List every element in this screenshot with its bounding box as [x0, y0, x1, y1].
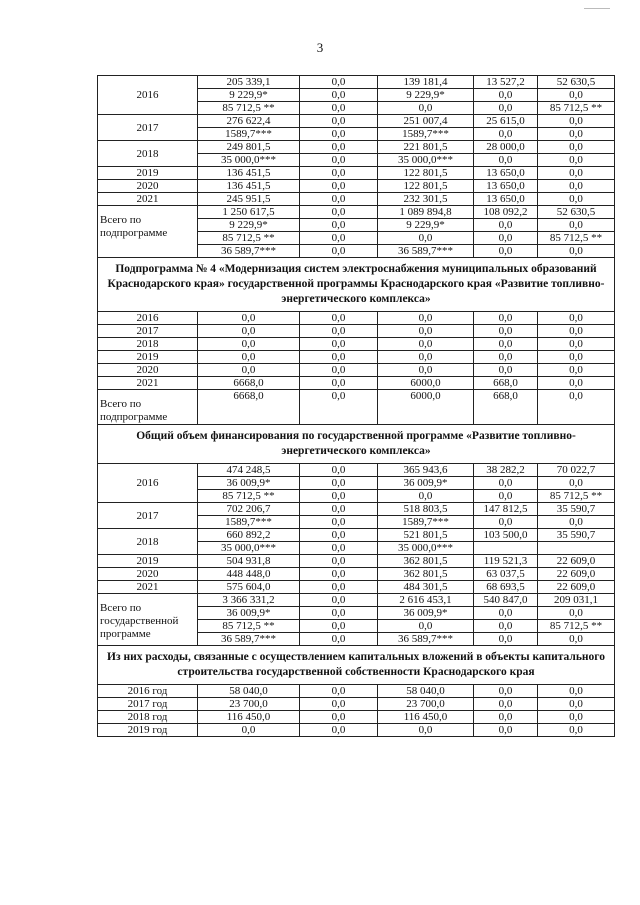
row-label: 2018	[98, 141, 198, 167]
cell-col-4: 0,0	[474, 724, 538, 737]
cell-col-2: 0,0	[300, 711, 378, 724]
cell-col-3: 9 229,9*	[378, 219, 474, 232]
cell-col-3: 139 181,4	[378, 76, 474, 89]
row-label: 2017	[98, 503, 198, 529]
cell-col-2: 0,0	[300, 351, 378, 364]
cell-col-2: 0,0	[300, 464, 378, 477]
cell-col-3: 1589,7***	[378, 128, 474, 141]
table-row	[98, 555, 615, 568]
cell-col-1: 0,0	[198, 312, 300, 325]
cell-col-5: 85 712,5 **	[538, 490, 615, 503]
cell-col-1: 136 451,5	[198, 180, 300, 193]
row-label: Всего по государственной программе	[98, 594, 198, 646]
cell-col-3: 521 801,5	[378, 529, 474, 542]
row-label: 2020	[98, 568, 198, 581]
cell-col-1: 0,0	[198, 338, 300, 351]
cell-col-2: 0,0	[300, 325, 378, 338]
cell-col-4: 38 282,2	[474, 464, 538, 477]
cell-col-2: 0,0	[300, 503, 378, 516]
cell-col-4: 0,0	[474, 232, 538, 245]
cell-col-3: 0,0	[378, 364, 474, 377]
cell-col-2: 0,0	[300, 89, 378, 102]
table-row	[98, 351, 615, 364]
cell-col-4: 147 812,5	[474, 503, 538, 516]
cell-col-5: 0,0	[538, 89, 615, 102]
cell-col-3: 518 803,5	[378, 503, 474, 516]
cell-col-4: 0,0	[474, 312, 538, 325]
row-label: 2016	[98, 312, 198, 325]
cell-col-5: 22 609,0	[538, 581, 615, 594]
section-heading: Из них расходы, связанные с осуществлением капитальных вложений в объекты капитального строительства государственной собственности Краснодарского края	[98, 646, 615, 685]
table-row	[98, 141, 615, 154]
cell-col-3: 35 000,0***	[378, 154, 474, 167]
row-label: 2016 год	[98, 685, 198, 698]
cell-col-5: 85 712,5 **	[538, 620, 615, 633]
cell-col-1: 0,0	[198, 724, 300, 737]
cell-col-3: 36 009,9*	[378, 607, 474, 620]
cell-col-1: 58 040,0	[198, 685, 300, 698]
cell-col-4: 0,0	[474, 89, 538, 102]
cell-col-4: 0,0	[474, 219, 538, 232]
row-label: 2021	[98, 581, 198, 594]
cell-col-3: 36 589,7***	[378, 245, 474, 258]
cell-col-5: 0,0	[538, 377, 615, 390]
table-row	[98, 325, 615, 338]
cell-col-4: 28 000,0	[474, 141, 538, 154]
cell-col-5: 0,0	[538, 141, 615, 154]
table-row	[98, 594, 615, 607]
section-heading-row	[98, 258, 615, 312]
cell-col-2: 0,0	[300, 542, 378, 555]
cell-col-5: 0,0	[538, 180, 615, 193]
cell-col-5: 85 712,5 **	[538, 102, 615, 115]
cell-col-2: 0,0	[300, 115, 378, 128]
cell-col-3: 6000,0	[378, 377, 474, 390]
cell-col-4: 668,0	[474, 377, 538, 390]
cell-col-3: 23 700,0	[378, 698, 474, 711]
cell-col-1: 9 229,9*	[198, 89, 300, 102]
cell-col-5: 85 712,5 **	[538, 232, 615, 245]
cell-col-3: 365 943,6	[378, 464, 474, 477]
cell-col-1: 116 450,0	[198, 711, 300, 724]
table-row	[98, 390, 615, 425]
cell-col-3: 0,0	[378, 620, 474, 633]
cell-col-1: 205 339,1	[198, 76, 300, 89]
row-label: Всего по подпрограмме	[98, 390, 198, 425]
cell-col-2: 0,0	[300, 312, 378, 325]
cell-col-1: 474 248,5	[198, 464, 300, 477]
table-row	[98, 312, 615, 325]
table-row	[98, 167, 615, 180]
cell-col-2: 0,0	[300, 698, 378, 711]
row-label: Всего по подпрограмме	[98, 206, 198, 258]
cell-col-4: 0,0	[474, 245, 538, 258]
cell-col-2: 0,0	[300, 206, 378, 219]
cell-col-1: 1 250 617,5	[198, 206, 300, 219]
cell-col-1: 85 712,5 **	[198, 490, 300, 503]
cell-col-3: 0,0	[378, 312, 474, 325]
table-row	[98, 377, 615, 390]
cell-col-5: 52 630,5	[538, 76, 615, 89]
cell-col-1: 85 712,5 **	[198, 102, 300, 115]
cell-col-5: 0,0	[538, 245, 615, 258]
cell-col-3: 35 000,0***	[378, 542, 474, 555]
cell-col-3: 362 801,5	[378, 555, 474, 568]
cell-col-5: 0,0	[538, 633, 615, 646]
cell-col-5: 0,0	[538, 154, 615, 167]
cell-col-2: 0,0	[300, 102, 378, 115]
cell-col-2: 0,0	[300, 219, 378, 232]
cell-col-3: 9 229,9*	[378, 89, 474, 102]
cell-col-1: 36 589,7***	[198, 245, 300, 258]
cell-col-2: 0,0	[300, 128, 378, 141]
cell-col-2: 0,0	[300, 377, 378, 390]
cell-col-3: 2 616 453,1	[378, 594, 474, 607]
cell-col-4: 103 500,0	[474, 529, 538, 542]
table-row	[98, 364, 615, 377]
cell-col-1: 136 451,5	[198, 167, 300, 180]
cell-col-1: 36 009,9*	[198, 477, 300, 490]
table-row	[98, 115, 615, 128]
cell-col-2: 0,0	[300, 167, 378, 180]
cell-col-3: 0,0	[378, 325, 474, 338]
cell-col-2: 0,0	[300, 76, 378, 89]
cell-col-2: 0,0	[300, 154, 378, 167]
cell-col-4: 0,0	[474, 711, 538, 724]
cell-col-4: 13 527,2	[474, 76, 538, 89]
cell-col-3: 0,0	[378, 351, 474, 364]
cell-col-3: 0,0	[378, 724, 474, 737]
section-heading: Общий объем финансирования по государственной программе «Развитие топливно-энергетического комплекса»	[98, 425, 615, 464]
row-label: 2018 год	[98, 711, 198, 724]
cell-col-5: 0,0	[538, 338, 615, 351]
cell-col-3: 122 801,5	[378, 180, 474, 193]
section-heading-row	[98, 646, 615, 685]
cell-col-2: 0,0	[300, 516, 378, 529]
table-row	[98, 338, 615, 351]
cell-col-2: 0,0	[300, 607, 378, 620]
cell-col-5: 209 031,1	[538, 594, 615, 607]
row-label: 2020	[98, 180, 198, 193]
cell-col-1: 36 589,7***	[198, 633, 300, 646]
cell-col-5: 22 609,0	[538, 555, 615, 568]
cell-col-5: 70 022,7	[538, 464, 615, 477]
cell-col-1: 660 892,2	[198, 529, 300, 542]
row-label: 2019	[98, 351, 198, 364]
cell-col-4: 0,0	[474, 364, 538, 377]
cell-col-1: 85 712,5 **	[198, 232, 300, 245]
cell-col-2: 0,0	[300, 245, 378, 258]
cell-col-3: 0,0	[378, 490, 474, 503]
row-label: 2017	[98, 325, 198, 338]
cell-col-2: 0,0	[300, 338, 378, 351]
cell-col-1: 575 604,0	[198, 581, 300, 594]
cell-col-2: 0,0	[300, 180, 378, 193]
corner-mark	[584, 8, 610, 9]
cell-col-5: 0,0	[538, 325, 615, 338]
cell-col-2: 0,0	[300, 620, 378, 633]
cell-col-2: 0,0	[300, 364, 378, 377]
cell-col-3: 58 040,0	[378, 685, 474, 698]
cell-col-2: 0,0	[300, 555, 378, 568]
cell-col-4: 0,0	[474, 698, 538, 711]
cell-col-1: 1589,7***	[198, 516, 300, 529]
cell-col-5	[538, 542, 615, 555]
cell-col-2: 0,0	[300, 141, 378, 154]
cell-col-3: 1589,7***	[378, 516, 474, 529]
cell-col-4: 0,0	[474, 607, 538, 620]
cell-col-5: 0,0	[538, 312, 615, 325]
cell-col-5: 0,0	[538, 351, 615, 364]
row-label: 2017 год	[98, 698, 198, 711]
financing-table-body	[98, 76, 615, 737]
cell-col-5: 0,0	[538, 685, 615, 698]
cell-col-1: 448 448,0	[198, 568, 300, 581]
cell-col-4: 0,0	[474, 620, 538, 633]
table-row	[98, 685, 615, 698]
cell-col-2: 0,0	[300, 490, 378, 503]
cell-col-1: 702 206,7	[198, 503, 300, 516]
cell-col-3: 122 801,5	[378, 167, 474, 180]
cell-col-4: 668,0	[474, 390, 538, 425]
cell-col-5: 0,0	[538, 193, 615, 206]
cell-col-1: 249 801,5	[198, 141, 300, 154]
cell-col-5: 0,0	[538, 607, 615, 620]
cell-col-1: 276 622,4	[198, 115, 300, 128]
cell-col-3: 116 450,0	[378, 711, 474, 724]
cell-col-5: 0,0	[538, 128, 615, 141]
cell-col-1: 35 000,0***	[198, 542, 300, 555]
cell-col-5: 0,0	[538, 516, 615, 529]
cell-col-1: 504 931,8	[198, 555, 300, 568]
cell-col-1: 23 700,0	[198, 698, 300, 711]
cell-col-4: 25 615,0	[474, 115, 538, 128]
cell-col-3: 0,0	[378, 102, 474, 115]
cell-col-4: 13 650,0	[474, 180, 538, 193]
table-row	[98, 180, 615, 193]
cell-col-3: 251 007,4	[378, 115, 474, 128]
cell-col-4: 63 037,5	[474, 568, 538, 581]
table-row	[98, 724, 615, 737]
cell-col-3: 232 301,5	[378, 193, 474, 206]
page-number: 3	[316, 40, 324, 55]
cell-col-2: 0,0	[300, 568, 378, 581]
cell-col-2: 0,0	[300, 390, 378, 425]
cell-col-4	[474, 542, 538, 555]
cell-col-5: 0,0	[538, 364, 615, 377]
cell-col-5: 0,0	[538, 698, 615, 711]
cell-col-3: 0,0	[378, 232, 474, 245]
financing-table	[97, 75, 615, 737]
row-label: 2021	[98, 193, 198, 206]
section-heading: Подпрограмма № 4 «Модернизация систем электроснабжения муниципальных образований Краснодарского края» государственной программы Краснодарского края «Развитие топливно-энергетического комплекса»	[98, 258, 615, 312]
cell-col-5: 0,0	[538, 219, 615, 232]
cell-col-4: 0,0	[474, 685, 538, 698]
row-label: 2017	[98, 115, 198, 141]
cell-col-4: 0,0	[474, 633, 538, 646]
cell-col-3: 362 801,5	[378, 568, 474, 581]
table-row	[98, 581, 615, 594]
cell-col-2: 0,0	[300, 685, 378, 698]
row-label: 2021	[98, 377, 198, 390]
cell-col-4: 13 650,0	[474, 167, 538, 180]
cell-col-2: 0,0	[300, 633, 378, 646]
cell-col-1: 0,0	[198, 325, 300, 338]
cell-col-4: 0,0	[474, 477, 538, 490]
cell-col-5: 0,0	[538, 167, 615, 180]
row-label: 2019	[98, 167, 198, 180]
cell-col-5: 52 630,5	[538, 206, 615, 219]
table-row	[98, 503, 615, 516]
cell-col-3: 484 301,5	[378, 581, 474, 594]
cell-col-1: 9 229,9*	[198, 219, 300, 232]
cell-col-4: 68 693,5	[474, 581, 538, 594]
cell-col-5: 0,0	[538, 724, 615, 737]
table-row	[98, 464, 615, 477]
cell-col-5: 35 590,7	[538, 529, 615, 542]
cell-col-4: 119 521,3	[474, 555, 538, 568]
cell-col-2: 0,0	[300, 529, 378, 542]
cell-col-5: 0,0	[538, 711, 615, 724]
cell-col-4: 0,0	[474, 154, 538, 167]
table-row	[98, 76, 615, 89]
cell-col-5: 0,0	[538, 390, 615, 425]
table-row	[98, 193, 615, 206]
cell-col-4: 0,0	[474, 128, 538, 141]
cell-col-5: 0,0	[538, 115, 615, 128]
row-label: 2020	[98, 364, 198, 377]
cell-col-1: 0,0	[198, 351, 300, 364]
table-row	[98, 711, 615, 724]
cell-col-3: 0,0	[378, 338, 474, 351]
section-heading-row	[98, 425, 615, 464]
table-row	[98, 529, 615, 542]
cell-col-3: 221 801,5	[378, 141, 474, 154]
cell-col-1: 35 000,0***	[198, 154, 300, 167]
cell-col-4: 0,0	[474, 351, 538, 364]
row-label: 2019 год	[98, 724, 198, 737]
cell-col-4: 0,0	[474, 325, 538, 338]
cell-col-2: 0,0	[300, 232, 378, 245]
row-label: 2016	[98, 76, 198, 115]
row-label: 2018	[98, 338, 198, 351]
cell-col-3: 1 089 894,8	[378, 206, 474, 219]
cell-col-4: 0,0	[474, 338, 538, 351]
cell-col-4: 0,0	[474, 516, 538, 529]
cell-col-4: 0,0	[474, 490, 538, 503]
cell-col-5: 0,0	[538, 477, 615, 490]
cell-col-3: 36 009,9*	[378, 477, 474, 490]
cell-col-2: 0,0	[300, 594, 378, 607]
row-label: 2016	[98, 464, 198, 503]
table-row	[98, 206, 615, 219]
cell-col-1: 36 009,9*	[198, 607, 300, 620]
cell-col-3: 36 589,7***	[378, 633, 474, 646]
cell-col-1: 0,0	[198, 364, 300, 377]
cell-col-2: 0,0	[300, 193, 378, 206]
row-label: 2018	[98, 529, 198, 555]
table-row	[98, 568, 615, 581]
cell-col-5: 22 609,0	[538, 568, 615, 581]
table-row	[98, 698, 615, 711]
cell-col-4: 540 847,0	[474, 594, 538, 607]
cell-col-5: 35 590,7	[538, 503, 615, 516]
cell-col-1: 1589,7***	[198, 128, 300, 141]
cell-col-1: 245 951,5	[198, 193, 300, 206]
cell-col-2: 0,0	[300, 724, 378, 737]
cell-col-1: 85 712,5 **	[198, 620, 300, 633]
cell-col-4: 0,0	[474, 102, 538, 115]
cell-col-1: 6668,0	[198, 377, 300, 390]
row-label: 2019	[98, 555, 198, 568]
cell-col-4: 13 650,0	[474, 193, 538, 206]
cell-col-1: 6668,0	[198, 390, 300, 425]
cell-col-2: 0,0	[300, 581, 378, 594]
cell-col-3: 6000,0	[378, 390, 474, 425]
cell-col-2: 0,0	[300, 477, 378, 490]
cell-col-4: 108 092,2	[474, 206, 538, 219]
cell-col-1: 3 366 331,2	[198, 594, 300, 607]
